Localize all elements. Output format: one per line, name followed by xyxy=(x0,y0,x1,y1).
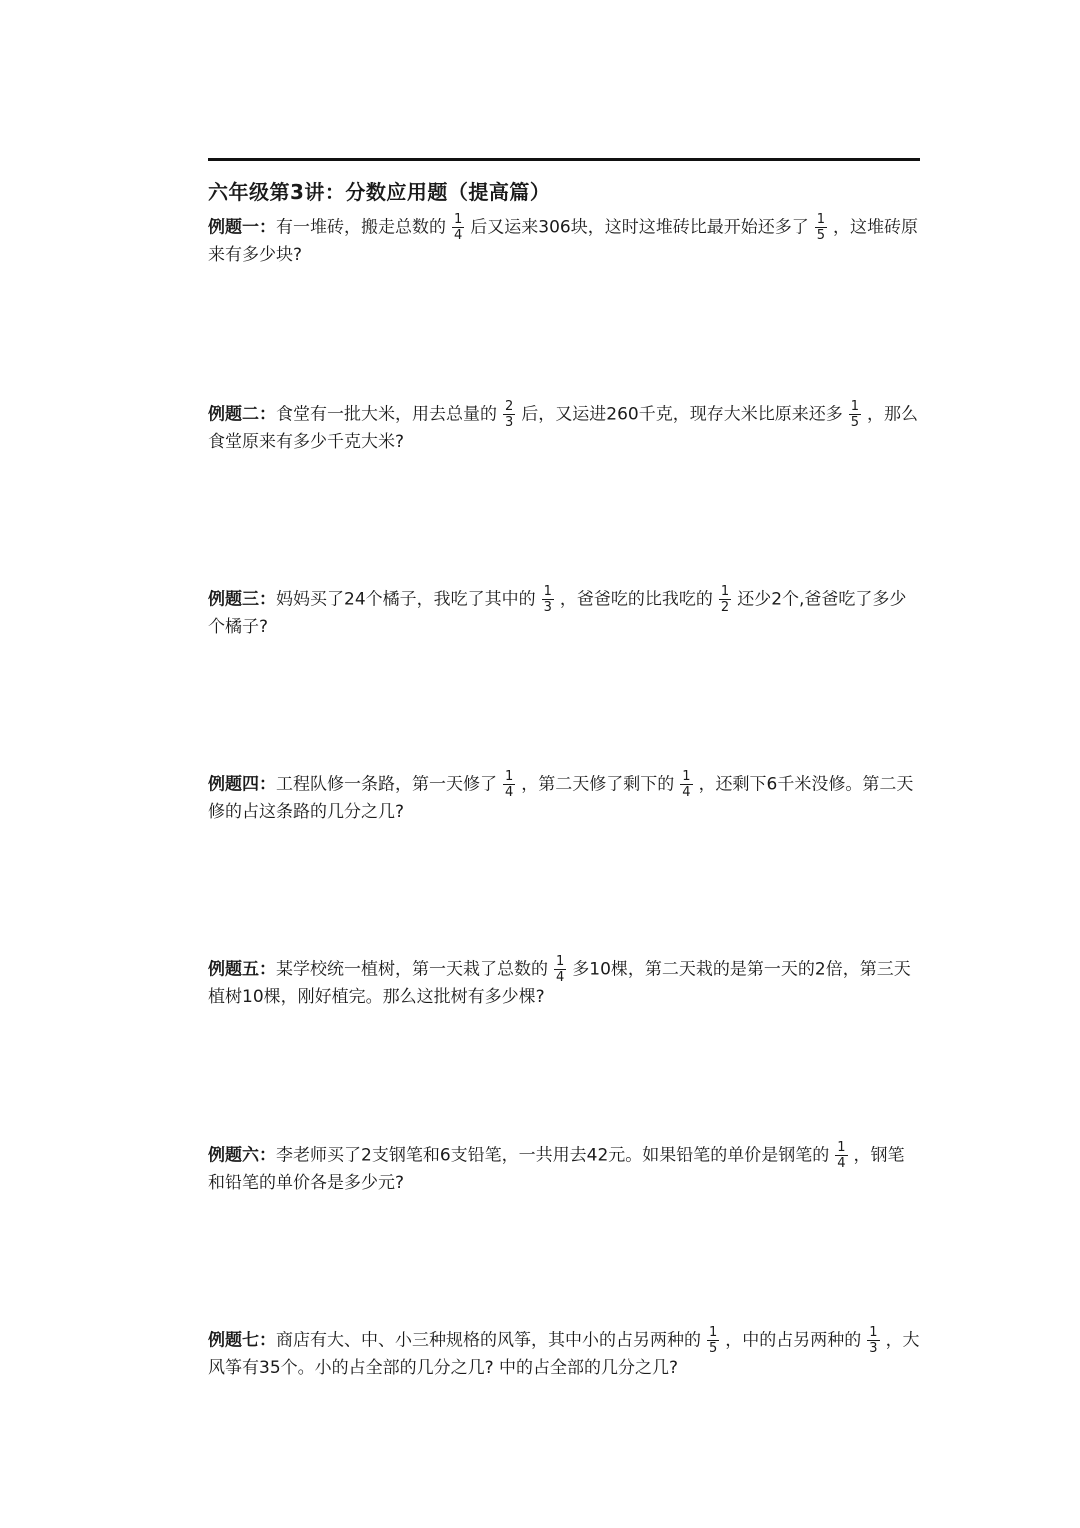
problem-2 xyxy=(208,400,920,456)
problem-4 xyxy=(208,770,920,826)
fraction xyxy=(503,400,515,429)
problem-text: ，大风筝有35个。小的占全部的几分之几? 中的占全部的几分之几? xyxy=(208,1330,920,1378)
problem-text: ，钢笔和铅笔的单价各是多少元? xyxy=(208,1145,905,1193)
fraction-numerator: 2 xyxy=(505,399,514,414)
problem-label: 例题四： xyxy=(208,774,276,795)
fraction-denominator: 4 xyxy=(556,970,565,985)
fraction-denominator: 5 xyxy=(850,415,860,430)
problem-label: 例题二： xyxy=(208,404,276,425)
problem-text: 李老师买了2支钢笔和6支铅笔，一共用去42元。如果铅笔的单价是钢笔的 xyxy=(276,1145,830,1166)
fraction-numerator: 1 xyxy=(505,769,514,784)
fraction-denominator: 4 xyxy=(454,228,463,243)
page-title: 六年级第3讲：分数应用题（提高篇） xyxy=(208,180,551,204)
problem-text: 工程队修一条路，第一天修了 xyxy=(276,774,497,795)
problem-text: 商店有大、中、小三种规格的风筝，其中小的占另两种的 xyxy=(276,1330,701,1351)
fraction-numerator: 1 xyxy=(869,1325,878,1340)
fraction xyxy=(815,213,827,242)
fraction-numerator: 1 xyxy=(850,399,860,414)
problem-text: ，爸爸吃的比我吃的 xyxy=(559,589,713,610)
fraction-denominator: 3 xyxy=(869,1341,878,1356)
fraction-denominator: 2 xyxy=(720,600,730,615)
fraction-denominator: 3 xyxy=(543,600,552,615)
fraction-numerator: 1 xyxy=(816,212,826,227)
fraction-numerator: 1 xyxy=(543,584,552,599)
problem-text: 有一堆砖，搬走总数的 xyxy=(276,217,446,238)
header-rule xyxy=(208,158,920,161)
fraction xyxy=(452,213,464,242)
problem-text: 妈妈买了24个橘子，我吃了其中的 xyxy=(276,589,536,610)
fraction xyxy=(707,1326,719,1355)
fraction-numerator: 1 xyxy=(709,1325,718,1340)
fraction-denominator: 5 xyxy=(709,1341,718,1356)
problem-text: ，那么食堂原来有多少千克大米? xyxy=(208,404,919,452)
problem-label: 例题五： xyxy=(208,959,276,980)
fraction xyxy=(867,1326,879,1355)
problem-text: 食堂有一批大米，用去总量的 xyxy=(276,404,497,425)
fraction-denominator: 4 xyxy=(682,785,691,800)
fraction xyxy=(554,955,566,984)
problem-label: 例题一： xyxy=(208,217,276,238)
problem-1 xyxy=(208,213,920,269)
fraction xyxy=(503,770,515,799)
problem-text: 后，又运进260千克，现存大米比原来还多 xyxy=(521,404,843,425)
fraction-denominator: 4 xyxy=(837,1156,846,1171)
fraction-numerator: 1 xyxy=(454,212,463,227)
problem-7 xyxy=(208,1326,920,1382)
problem-text: 某学校统一植树，第一天栽了总数的 xyxy=(276,959,548,980)
fraction xyxy=(719,585,731,614)
fraction xyxy=(849,400,861,429)
problem-3 xyxy=(208,585,920,641)
fraction-denominator: 5 xyxy=(816,228,826,243)
problem-text: 还少2个,爸爸吃了多少个橘子? xyxy=(208,589,907,637)
fraction-denominator: 4 xyxy=(505,785,514,800)
problem-text: ，还剩下6千米没修。第二天修的占这条路的几分之几? xyxy=(208,774,914,822)
problem-text: 多10棵，第二天栽的是第一天的2倍，第三天植树10棵，刚好植完。那么这批树有多少棵? xyxy=(208,959,911,1007)
problem-text: ，第二天修了剩下的 xyxy=(521,774,675,795)
fraction xyxy=(835,1141,847,1170)
fraction-numerator: 1 xyxy=(556,954,565,969)
fraction-numerator: 1 xyxy=(682,769,691,784)
fraction xyxy=(680,770,692,799)
fraction-numerator: 1 xyxy=(837,1140,846,1155)
problem-6 xyxy=(208,1141,920,1197)
problem-text: 后又运来306块，这时这堆砖比最开始还多了 xyxy=(470,217,809,238)
problem-label: 例题三： xyxy=(208,589,276,610)
problem-text: ，中的占另两种的 xyxy=(725,1330,862,1351)
problem-label: 例题七： xyxy=(208,1330,276,1351)
fraction-denominator: 3 xyxy=(505,415,514,430)
problem-label: 例题六： xyxy=(208,1145,276,1166)
fraction xyxy=(542,585,554,614)
problem-text: ，这堆砖原来有多少块? xyxy=(208,217,919,265)
fraction-numerator: 1 xyxy=(720,584,730,599)
problem-5 xyxy=(208,955,920,1011)
